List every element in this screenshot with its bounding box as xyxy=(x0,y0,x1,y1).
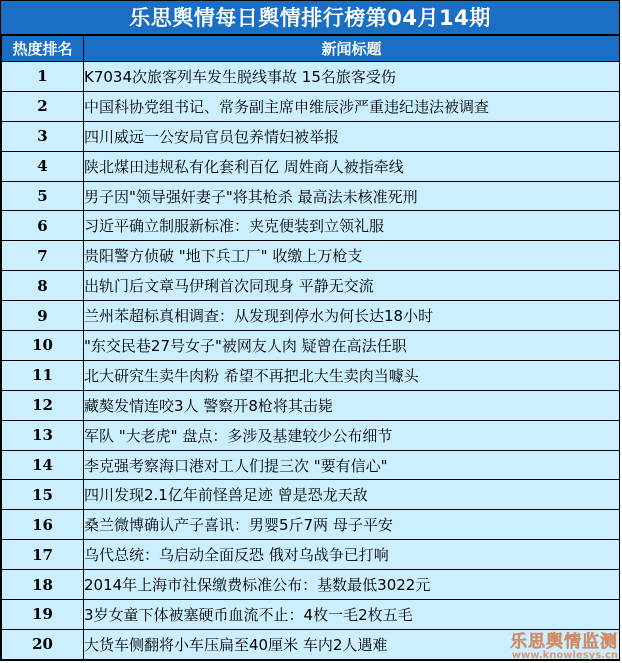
news-title-cell: 四川威远一公安局官员包养情妇被举报 xyxy=(84,121,620,151)
rank-cell: 8 xyxy=(2,271,84,301)
table-row xyxy=(2,510,620,540)
news-title-cell: 2014年上海市社保缴费标准公布：基数最低3022元 xyxy=(84,570,620,600)
news-title-cell: 大货车侧翻将小车压扁至40厘米 车内2人遇难 xyxy=(84,629,620,659)
table-row xyxy=(2,121,620,151)
news-title-cell: 中国科协党组书记、常务副主席申维辰涉严重违纪违法被调查 xyxy=(84,91,620,121)
news-title-cell: 兰州苯超标真相调查：从发现到停水为何长达18小时 xyxy=(84,301,620,331)
rank-cell: 13 xyxy=(2,420,84,450)
rank-cell: 6 xyxy=(2,211,84,241)
table-row xyxy=(2,420,620,450)
table-row xyxy=(2,360,620,390)
news-title-cell: K7034次旅客列车发生脱线事故 15名旅客受伤 xyxy=(84,62,620,92)
rank-cell: 17 xyxy=(2,540,84,570)
table-row xyxy=(2,181,620,211)
news-title-cell: 桑兰微博确认产子喜讯：男婴5斤7两 母子平安 xyxy=(84,510,620,540)
news-title-cell: 军队 "大老虎" 盘点：多涉及基建较少公布细节 xyxy=(84,420,620,450)
watermark-name: 乐思舆情监测 xyxy=(510,632,618,652)
table-row xyxy=(2,540,620,570)
ranking-rows xyxy=(2,62,620,660)
rank-cell: 2 xyxy=(2,91,84,121)
table-row xyxy=(2,570,620,600)
rank-cell: 14 xyxy=(2,450,84,480)
table-header-row xyxy=(2,36,620,62)
table-row xyxy=(2,600,620,630)
rank-cell: 7 xyxy=(2,241,84,271)
news-title-cell: 藏獒发情连咬3人 警察开8枪将其击毙 xyxy=(84,390,620,420)
news-title-cell: 北大研究生卖牛肉粉 希望不再把北大生卖肉当噱头 xyxy=(84,360,620,390)
table-row xyxy=(2,331,620,361)
rank-cell: 11 xyxy=(2,360,84,390)
table-row xyxy=(2,390,620,420)
table-row xyxy=(2,480,620,510)
rank-cell: 10 xyxy=(2,331,84,361)
rank-cell: 5 xyxy=(2,181,84,211)
news-title-cell: 出轨门后文章马伊琍首次同现身 平静无交流 xyxy=(84,271,620,301)
ranking-table xyxy=(1,35,620,660)
table-row xyxy=(2,301,620,331)
news-title-cell: 男子因"领导强奸妻子"将其枪杀 最高法未核准死刑 xyxy=(84,181,620,211)
rank-cell: 9 xyxy=(2,301,84,331)
rank-cell: 3 xyxy=(2,121,84,151)
table-row xyxy=(2,271,620,301)
rank-cell: 18 xyxy=(2,570,84,600)
rank-cell: 19 xyxy=(2,600,84,630)
table-row xyxy=(2,91,620,121)
page-title: 乐思舆情每日舆情排行榜第04月14期 xyxy=(1,1,619,35)
news-title-cell: 乌代总统：乌启动全面反恐 俄对乌战争已打响 xyxy=(84,540,620,570)
news-title-cell: 贵阳警方侦破 "地下兵工厂" 收缴上万枪支 xyxy=(84,241,620,271)
table-row xyxy=(2,62,620,92)
rank-cell: 20 xyxy=(2,629,84,659)
rank-cell: 16 xyxy=(2,510,84,540)
news-title-cell: "东交民巷27号女子"被网友人肉 疑曾在高法任职 xyxy=(84,331,620,361)
news-title-cell: 四川发现2.1亿年前怪兽足迹 曾是恐龙天敌 xyxy=(84,480,620,510)
rank-cell: 15 xyxy=(2,480,84,510)
table-row xyxy=(2,151,620,181)
rank-cell: 12 xyxy=(2,390,84,420)
news-title-cell: 李克强考察海口港对工人们提三次 "要有信心" xyxy=(84,450,620,480)
rank-column-header: 热度排名 xyxy=(2,36,84,62)
news-title-cell: 习近平确立制服新标准：夹克便装到立领礼服 xyxy=(84,211,620,241)
table-row xyxy=(2,211,620,241)
table-row xyxy=(2,241,620,271)
rank-cell: 1 xyxy=(2,62,84,92)
rank-cell: 4 xyxy=(2,151,84,181)
news-title-cell: 3岁女童下体被塞硬币血流不止：4枚一毛2枚五毛 xyxy=(84,600,620,630)
table-row xyxy=(2,450,620,480)
table-row xyxy=(2,629,620,659)
news-title-cell: 陕北煤田违规私有化套利百亿 周姓商人被指牵线 xyxy=(84,151,620,181)
title-column-header: 新闻标题 xyxy=(84,36,620,62)
watermark-url: www.knowlesys.cn xyxy=(511,650,618,661)
